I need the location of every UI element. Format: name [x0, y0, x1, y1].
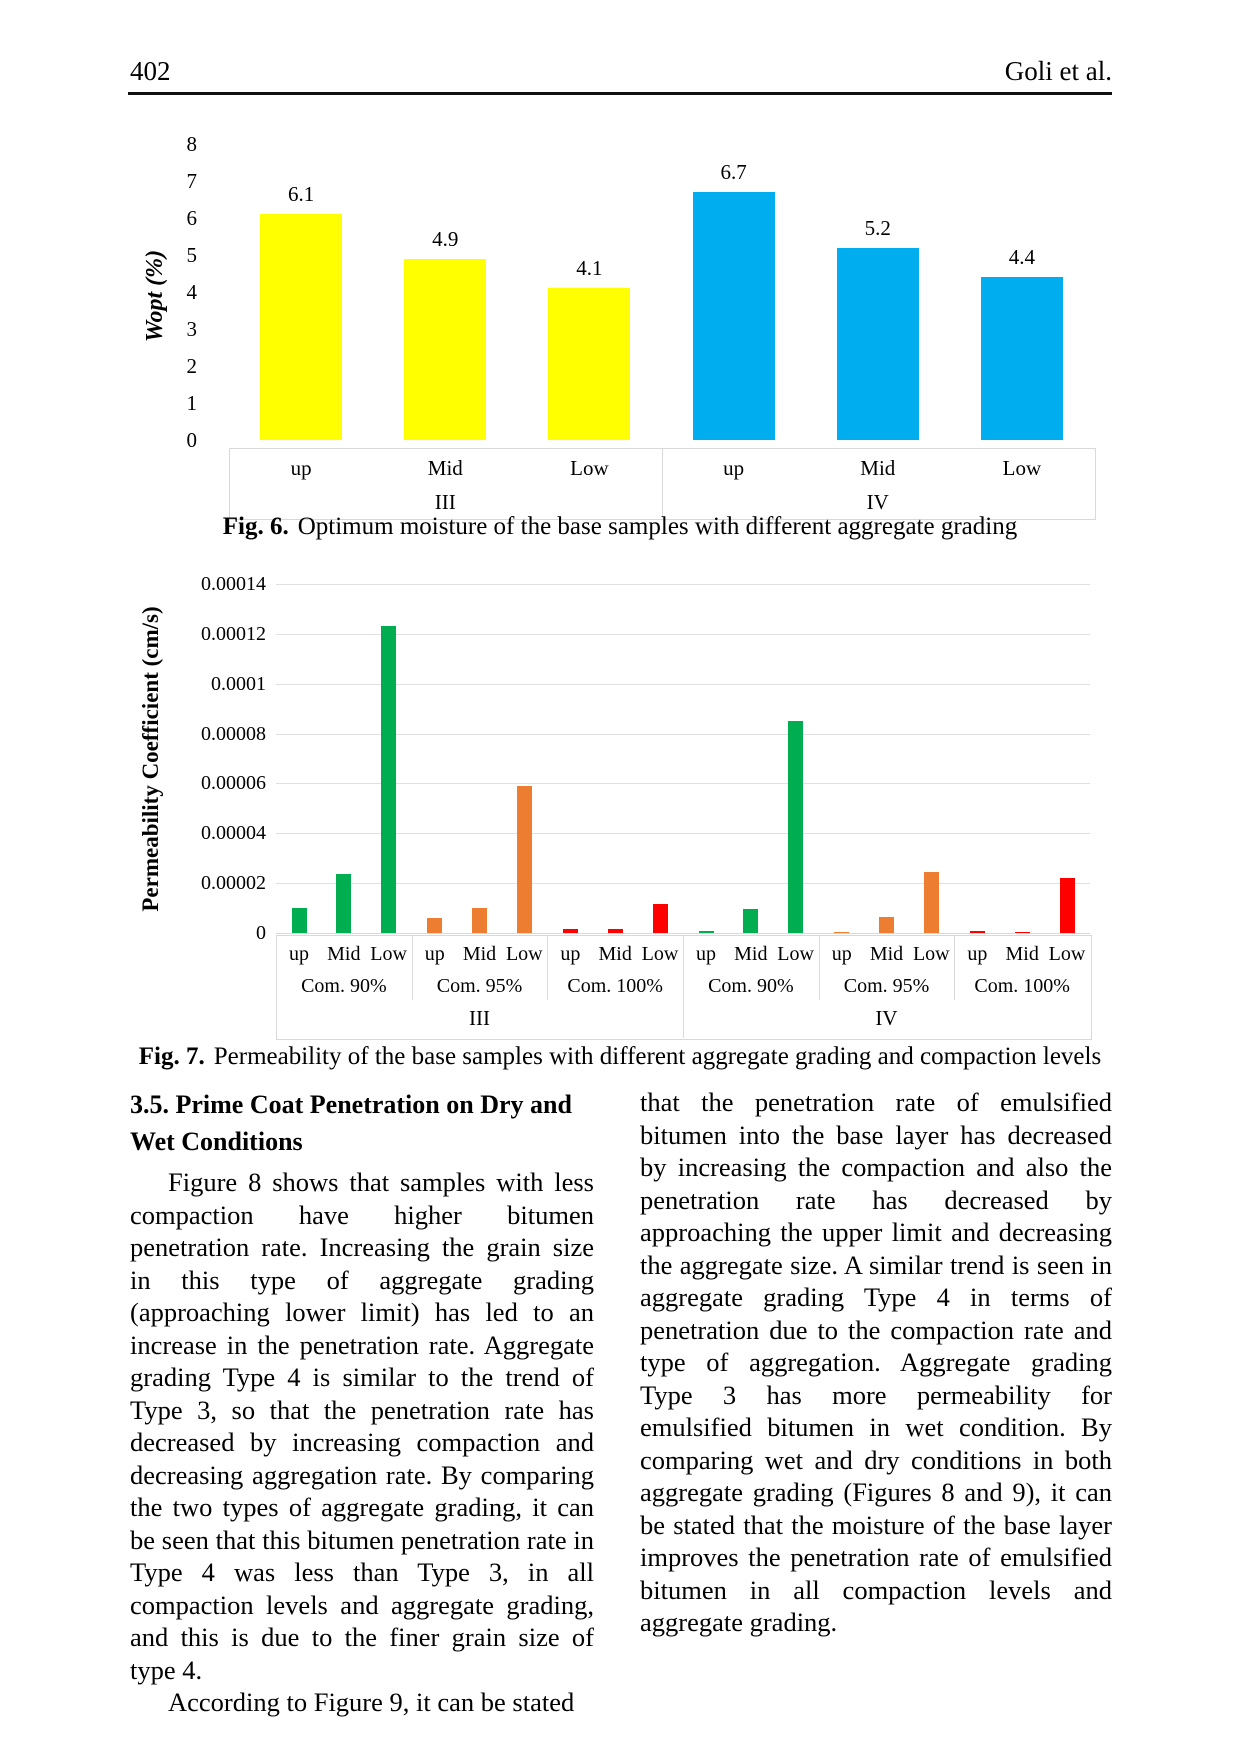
fig6-bar-value: 4.1	[576, 256, 603, 281]
fig7-x-label: Low	[912, 943, 950, 965]
fig7-x-label: Mid	[869, 943, 904, 965]
fig7-x-label: Mid	[1005, 943, 1039, 965]
fig7-bar	[472, 908, 487, 933]
right-column	[640, 1086, 1112, 1639]
fig6-caption-text: Optimum moisture of the base samples with different aggregate grading	[297, 513, 1018, 540]
fig7-y-tick: 0.0001	[211, 672, 266, 695]
fig6-x-label: Mid	[860, 456, 896, 480]
fig7-x-label: up	[560, 943, 581, 965]
fig6-y-tick: 1	[186, 391, 197, 415]
fig7-bar	[653, 904, 668, 933]
fig7-x-label: up	[696, 943, 716, 965]
fig7-group-divider	[683, 935, 684, 1000]
fig6-x-label: Low	[1002, 456, 1042, 480]
fig6-y-tick: 7	[186, 169, 197, 193]
fig7-gridline	[276, 734, 1090, 735]
fig7-x-label: up	[967, 943, 988, 965]
fig7-compaction-label: Com. 100%	[974, 975, 1070, 997]
fig7-x-axis-line	[276, 933, 1090, 934]
fig7-caption-text: Permeability of the base samples with different aggregate grading and compaction levels	[213, 1043, 1102, 1070]
fig6-y-tick: 6	[186, 206, 197, 230]
fig7-caption	[130, 1042, 1110, 1072]
fig7-gridline	[276, 883, 1090, 884]
fig7-bar	[1015, 932, 1030, 934]
fig7-y-tick: 0.00004	[201, 822, 266, 845]
fig7-x-label: Mid	[327, 943, 361, 965]
fig7-y-axis-title: Permeability Coefficient (cm/s)	[138, 606, 163, 912]
fig6-y-tick: 0	[186, 428, 197, 452]
fig6-group-label: III	[434, 490, 456, 514]
fig7-group-divider	[547, 935, 548, 1000]
paragraph: that the penetration rate of emulsified bitumen into the base layer has decreased by increasing the compaction and also the penetration rate has decreased by approaching the upper limit and decreasing the aggregate size. A similar trend is seen in aggregate grading Type 4 in terms of penetration due to the compaction rate and type of aggregation. Aggregate grading Type 3 has more permeability for emulsified bitumen in wet condition. By comparing wet and dry conditions in both aggregate grading (Figures 8 and 9), it can be stated that the moisture of the base layer improves the penetration rate of emulsified bitumen in all compaction levels and aggregate grading.	[640, 1087, 1112, 1637]
fig7-x-label: Low	[1048, 943, 1086, 965]
fig7-gridline	[276, 684, 1090, 685]
fig6-y-tick: 2	[186, 354, 197, 378]
fig6-y-tick: 3	[186, 317, 197, 341]
fig6-x-label: up	[723, 456, 745, 480]
fig6-x-label: Mid	[427, 456, 463, 480]
fig7-bar	[427, 918, 442, 933]
fig7-bar	[563, 929, 578, 933]
fig7-bar	[608, 929, 623, 933]
fig7-bar	[743, 909, 758, 933]
fig6-bar-value: 4.4	[1008, 245, 1036, 270]
fig7-compaction-label: Com. 95%	[843, 975, 930, 997]
fig7-y-tick: 0.00014	[201, 573, 266, 595]
fig7-x-label: Mid	[734, 943, 768, 965]
fig7-compaction-label: Com. 90%	[708, 975, 794, 997]
fig6-bar-value: 4.9	[432, 226, 459, 251]
left-column	[130, 1086, 594, 1719]
fig7-gridline	[276, 833, 1090, 834]
fig6-y-tick: 4	[186, 280, 197, 304]
section-heading: 3.5. Prime Coat Penetration on Dry and Wet Conditions	[130, 1090, 572, 1156]
fig6-y-tick: 8	[186, 132, 197, 156]
fig7-y-tick: 0.00008	[201, 722, 266, 745]
fig7-group-divider	[819, 935, 820, 1000]
fig6-y-tick: 5	[186, 243, 197, 267]
fig6-group-label: IV	[866, 490, 889, 514]
fig7-x-label: up	[289, 943, 309, 965]
fig7-compaction-label: Com. 100%	[567, 975, 663, 997]
fig7-bar	[699, 931, 714, 934]
fig7-bar	[788, 721, 803, 933]
fig7-x-label: Low	[505, 943, 543, 965]
fig7-gridline	[276, 584, 1090, 585]
fig7-x-label: Low	[370, 943, 407, 965]
body-text	[130, 1086, 1112, 1726]
fig7-compaction-label: Com. 95%	[436, 975, 523, 997]
fig7-x-label: Low	[641, 943, 679, 965]
fig7-x-label: Mid	[598, 943, 632, 965]
fig7-bar	[292, 908, 307, 933]
fig7-super-group-label: III	[469, 1006, 490, 1030]
fig7-bar	[834, 932, 849, 934]
fig6-bar-value: 6.1	[287, 182, 315, 207]
fig6-x-label: up	[290, 456, 312, 480]
fig7-bar	[1060, 878, 1075, 933]
fig7-gridline	[276, 783, 1090, 784]
fig7-bar	[970, 931, 985, 933]
paragraph: According to Figure 9, it can be stated	[168, 1687, 575, 1717]
fig7-x-label: Low	[777, 943, 814, 965]
fig7-y-tick: 0.00006	[201, 772, 266, 795]
paragraph: Figure 8 shows that samples with less compaction have higher bitumen penetration rate. Increasing the grain size in this type of aggregate grading (approaching lower limit) has led to an increase in the penetration rate. Aggregate grading Type 4 is similar to the trend of Type 3, so that the penetration rate has decreased by increasing compaction and decreasing aggregation rate. By comparing the two types of aggregate grading, it can be seen that this bitumen penetration rate in Type 4 was less than Type 3, in all compaction levels and aggregate grading, and this is due to the finer grain size of type 4.	[130, 1167, 594, 1685]
fig7-gridline	[276, 634, 1090, 635]
fig7-bar	[517, 786, 532, 933]
fig7-y-tick: 0.00012	[201, 622, 266, 645]
fig6-x-label: Low	[570, 456, 609, 480]
fig6-y-axis-title: Wopt (%)	[142, 249, 168, 343]
fig7-bar	[879, 917, 894, 933]
fig7-bar	[336, 874, 351, 933]
fig7-bar	[924, 872, 939, 933]
fig6-caption-label: Fig. 6.	[222, 513, 289, 540]
fig7-caption-label: Fig. 7.	[138, 1043, 205, 1070]
fig6-bar-value: 6.7	[720, 160, 747, 185]
fig7-x-label: up	[831, 943, 852, 965]
fig7-bar	[381, 626, 396, 933]
fig7-x-label: up	[424, 943, 445, 965]
fig7-compaction-label: Com. 90%	[301, 975, 387, 997]
fig6-bar-value: 5.2	[864, 215, 891, 240]
running-head: Goli et al.	[1004, 56, 1112, 86]
fig7-group-divider	[954, 935, 955, 1000]
page-number: 402	[130, 56, 171, 86]
fig7-x-label: Mid	[462, 943, 497, 965]
fig7-super-group-label: IV	[875, 1006, 898, 1030]
fig7-y-tick: 0.00002	[201, 872, 266, 895]
fig7-y-tick: 0	[256, 922, 266, 944]
fig7-group-divider	[412, 935, 413, 1000]
